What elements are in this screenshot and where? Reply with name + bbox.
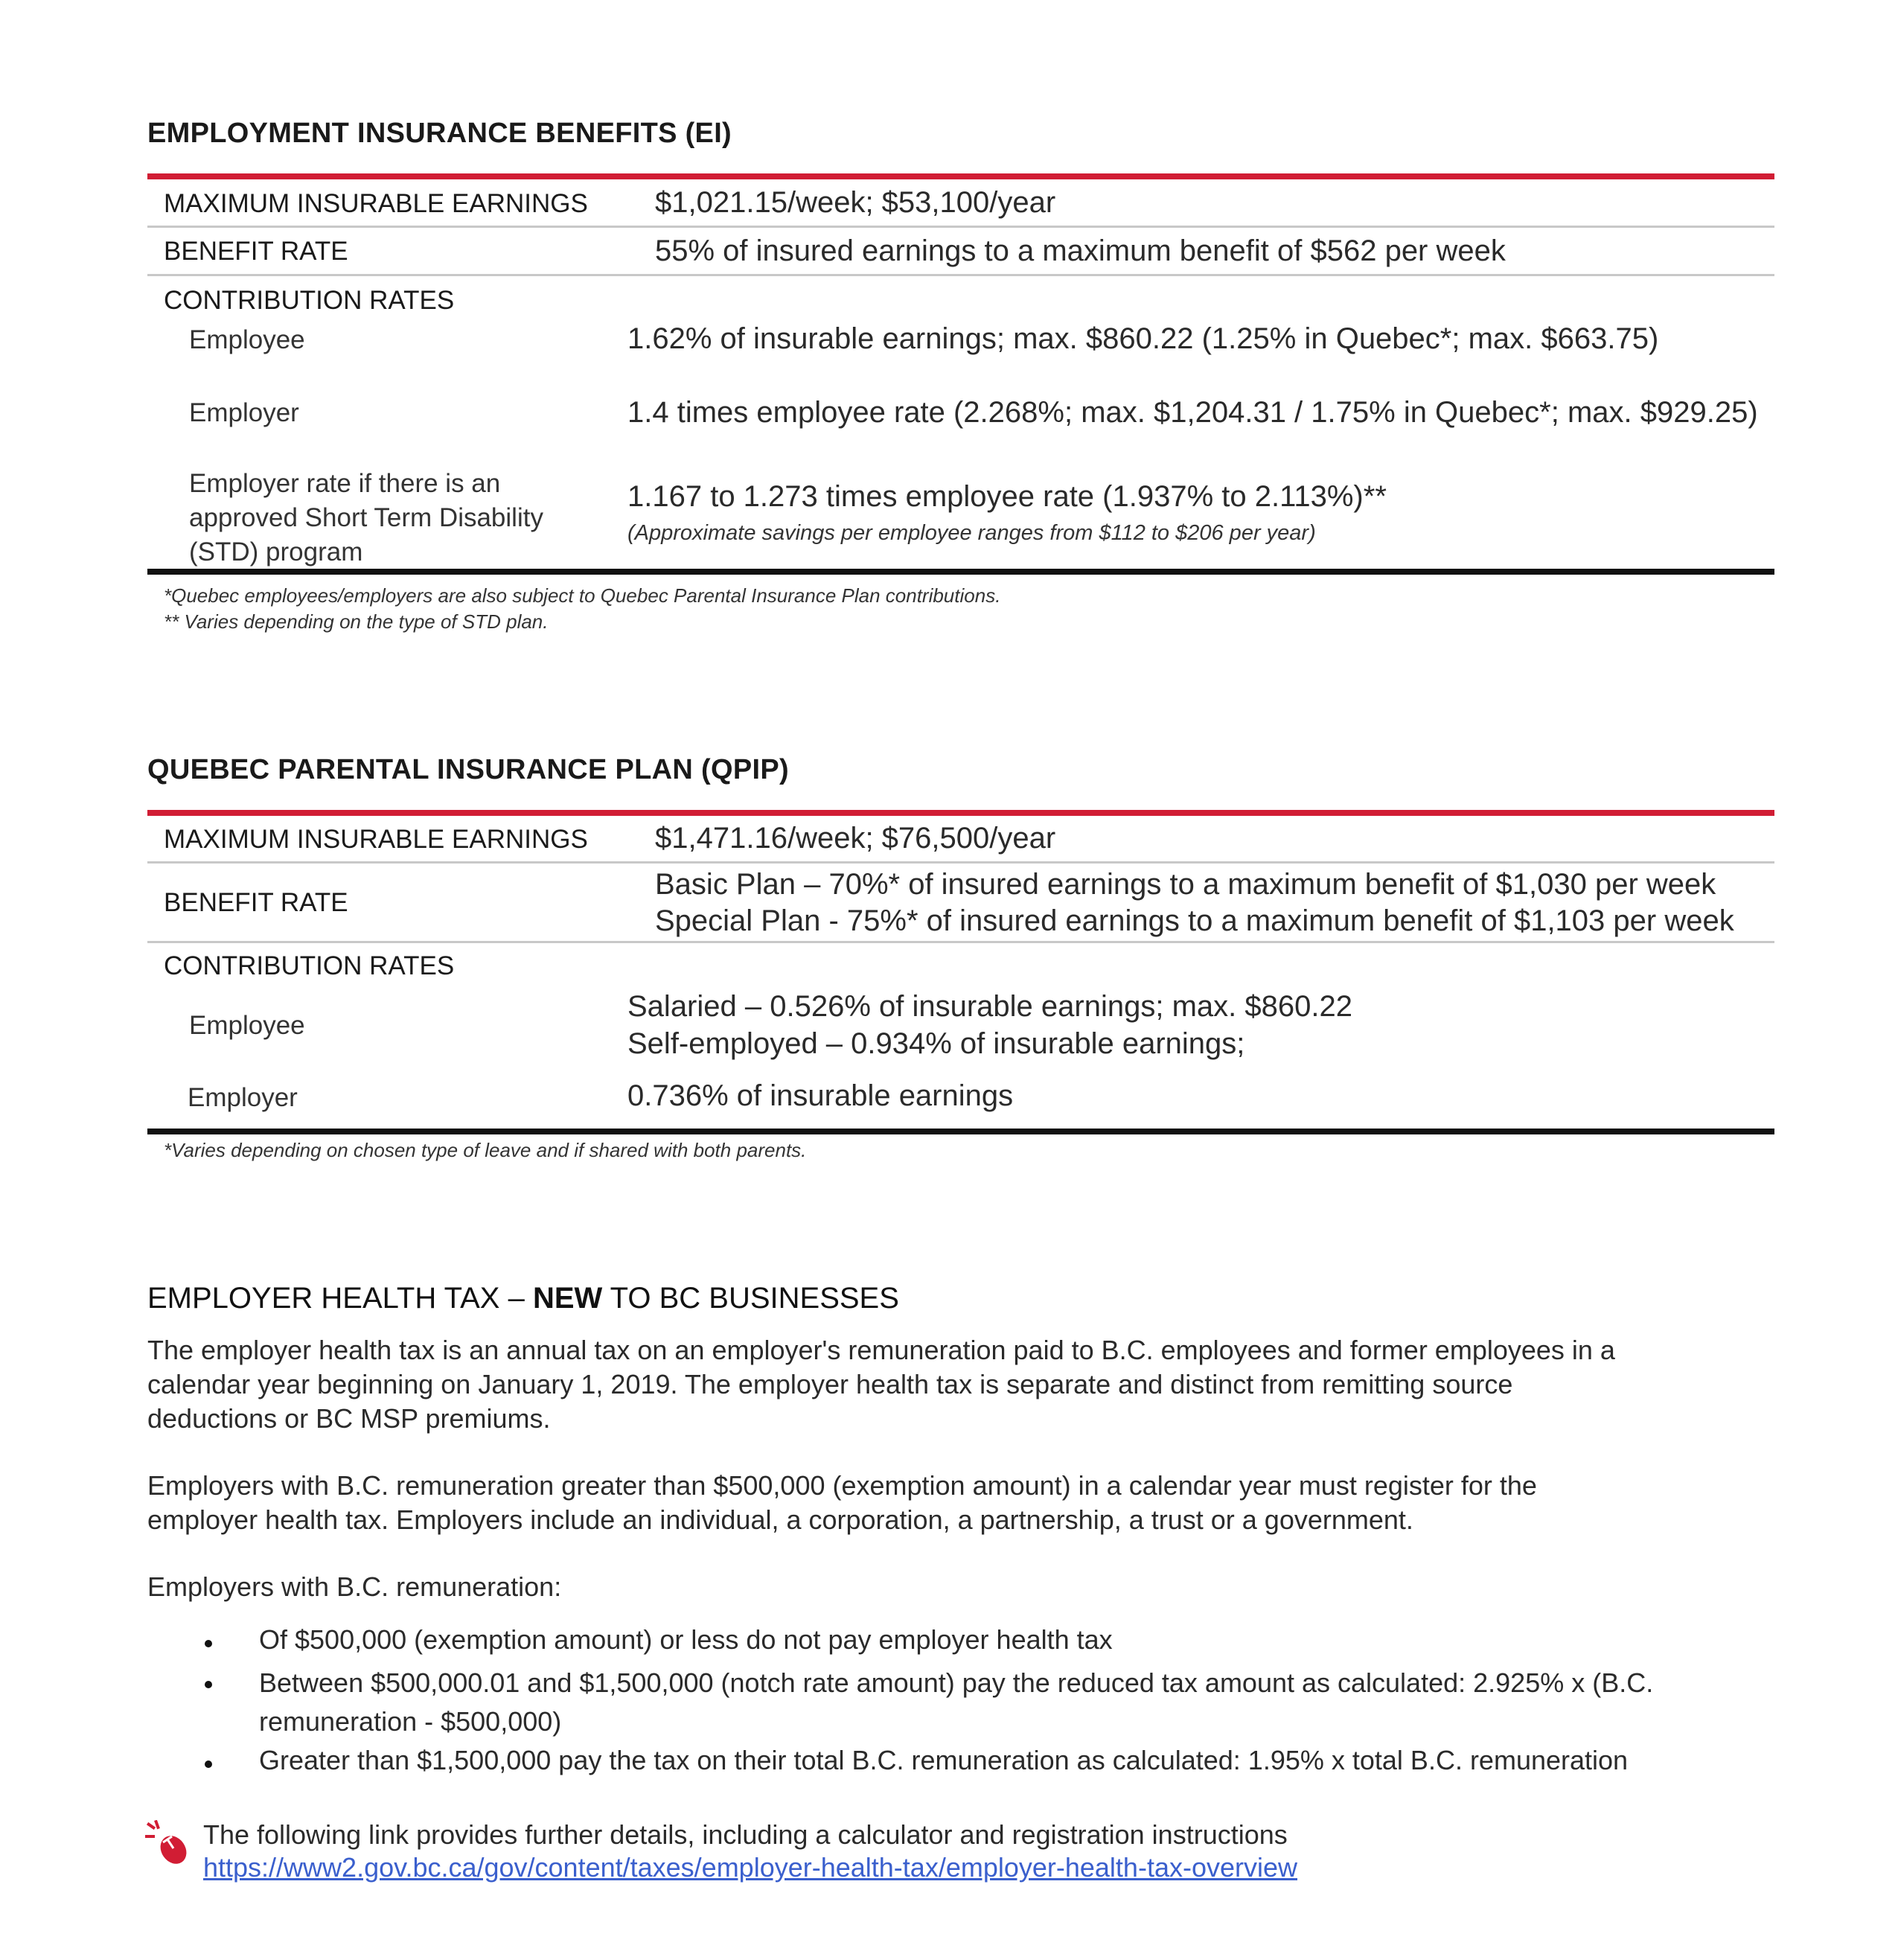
ei-employer-value: 1.4 times employee rate (2.268%; max. $1,204.31 / 1.75% in Quebec*; max. $929.25)	[627, 396, 1758, 429]
eht-title	[147, 1282, 899, 1315]
qpip-benefit-label: BENEFIT RATE	[164, 888, 348, 917]
ei-employee-label: Employee	[189, 325, 305, 354]
mouse-click-icon	[145, 1820, 191, 1866]
ei-std-label-line: approved Short Term Disability	[189, 503, 543, 532]
ei-max-value: $1,021.15/week; $53,100/year	[655, 186, 1056, 219]
qpip-max-label: MAXIMUM INSURABLE EARNINGS	[164, 825, 588, 854]
bullet-dot	[205, 1640, 212, 1647]
ei-footnote: ** Varies depending on the type of STD plan.	[164, 610, 549, 633]
eht-title-post: TO BC BUSINESSES	[602, 1282, 899, 1315]
ei-employer-label: Employer	[189, 398, 299, 427]
eht-title-bold: NEW	[532, 1282, 603, 1315]
eht-paragraph: Employers with B.C. remuneration:	[147, 1571, 562, 1602]
ei-std-value: 1.167 to 1.273 times employee rate (1.937% to 2.113%)**	[627, 480, 1387, 513]
ei-contrib-label: CONTRIBUTION RATES	[164, 286, 455, 315]
qpip-row-divider	[147, 861, 1774, 864]
qpip-employee-value: Salaried – 0.526% of insurable earnings; max. $860.22	[627, 990, 1352, 1023]
qpip-employee-label: Employee	[189, 1011, 305, 1040]
qpip-max-value: $1,471.16/week; $76,500/year	[655, 822, 1056, 855]
qpip-benefit-value: Basic Plan – 70%* of insured earnings to a maximum benefit of $1,030 per week	[655, 868, 1716, 901]
eht-paragraph: The employer health tax is an annual tax on an employer's remuneration paid to B.C. employees and former employees in a calendar year beginning on January 1, 2019. The employer health tax is separate and distinct from remitting source deductions or BC MSP premiums.	[147, 1335, 1615, 1434]
qpip-bottom-rule	[147, 1129, 1774, 1134]
eht-bullet-item: Of $500,000 (exemption amount) or less do not pay employer health tax	[259, 1624, 1113, 1655]
ei-title: EMPLOYMENT INSURANCE BENEFITS (EI)	[147, 118, 732, 149]
eht-title-pre: EMPLOYER HEALTH TAX –	[147, 1282, 533, 1315]
eht-overview-link[interactable]: https://www2.gov.bc.ca/gov/content/taxes/employer-health-tax/employer-health-tax-overview	[203, 1852, 1298, 1883]
ei-footnote: *Quebec employees/employers are also subject to Quebec Parental Insurance Plan contributions.	[164, 584, 1001, 607]
bullet-dot	[205, 1681, 212, 1688]
qpip-title: QUEBEC PARENTAL INSURANCE PLAN (QPIP)	[147, 754, 789, 785]
ei-std-note: (Approximate savings per employee ranges from $112 to $206 per year)	[627, 521, 1316, 545]
ei-top-rule	[147, 173, 1774, 179]
ei-std-label-line: Employer rate if there is an	[189, 469, 501, 498]
ei-max-label: MAXIMUM INSURABLE EARNINGS	[164, 189, 588, 218]
ei-benefit-value: 55% of insured earnings to a maximum benefit of $562 per week	[655, 234, 1506, 267]
eht-paragraph: Employers with B.C. remuneration greater than $500,000 (exemption amount) in a calendar year must register for the employer health tax. Employers include an individual, a corporation, a partnership, a trust or a government.	[147, 1470, 1537, 1535]
ei-row-divider	[147, 274, 1774, 276]
qpip-benefit-value: Special Plan - 75%* of insured earnings to a maximum benefit of $1,103 per week	[655, 904, 1734, 937]
qpip-footnote: *Varies depending on chosen type of leave and if shared with both parents.	[164, 1139, 807, 1161]
qpip-contrib-label: CONTRIBUTION RATES	[164, 951, 455, 980]
eht-link-intro: The following link provides further details, including a calculator and registration instructions	[203, 1819, 1288, 1850]
ei-std-label-line: (STD) program	[189, 537, 363, 566]
qpip-employer-value: 0.736% of insurable earnings	[627, 1079, 1014, 1112]
ei-bottom-rule	[147, 569, 1774, 575]
ei-benefit-label: BENEFIT RATE	[164, 237, 348, 266]
qpip-employee-value: Self-employed – 0.934% of insurable earnings;	[627, 1027, 1245, 1060]
eht-bullet-item: Greater than $1,500,000 pay the tax on their total B.C. remuneration as calculated: 1.95% x total B.C. remuneration	[259, 1745, 1629, 1775]
bullet-dot	[205, 1761, 212, 1768]
eht-bullet-item: Between $500,000.01 and $1,500,000 (notch rate amount) pay the reduced tax amount as calculated: 2.925% x (B.C. remuneration - $500,000)	[259, 1667, 1654, 1737]
ei-row-divider	[147, 226, 1774, 228]
qpip-top-rule	[147, 810, 1774, 816]
ei-employee-value: 1.62% of insurable earnings; max. $860.22 (1.25% in Quebec*; max. $663.75)	[627, 322, 1659, 355]
qpip-employer-label: Employer	[188, 1083, 298, 1112]
qpip-row-divider	[147, 941, 1774, 943]
